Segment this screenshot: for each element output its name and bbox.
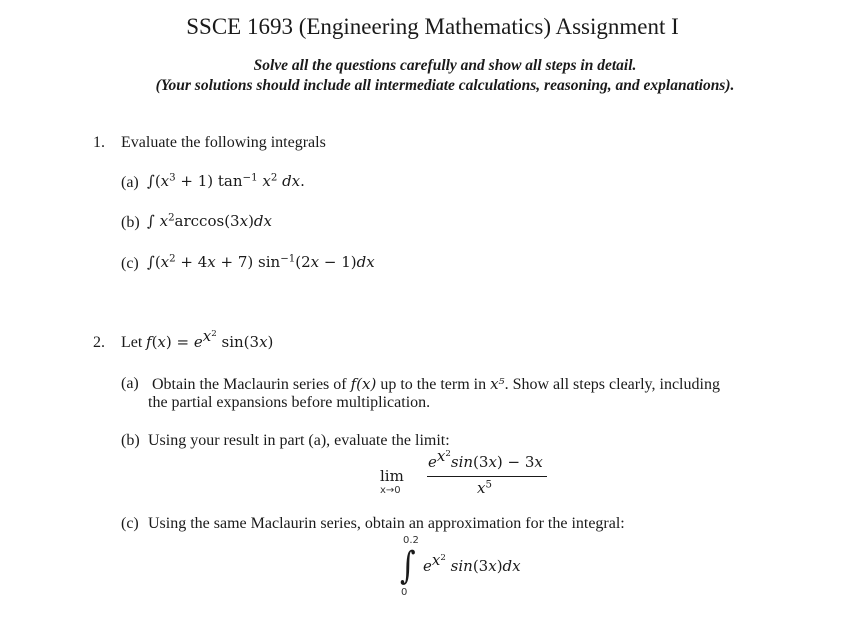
q2b-text: Using your result in part (a), evaluate the limit: [148,432,450,449]
q2a-fx: f(x) [350,375,377,393]
q2-prompt-prefix: Let [121,334,143,351]
q2c-label: (c) [121,515,139,532]
q1a-expression: $\int(x^3 + 1)$ $\tan^{-1} x^2$ dx. [147,172,305,190]
q2c-upper-limit: 0.2 [403,535,419,546]
instruction-line-1: Solve all the questions carefully and show all steps in detail. [253,57,637,74]
q2a-x5: x⁵ [490,375,505,393]
q2c-text: Using the same Maclaurin series, obtain an approximation for the integral: [148,515,625,532]
q2b-numerator: $e^{x^2}\sin(3x) - 3x$ [428,447,543,471]
q2c-integrand: $e^{x^2}$ sin(3x)dx [423,551,521,575]
q2a-label: (a) [121,375,139,392]
q2a-text-line-1: Obtain the Maclaurin series of f(x) up to the term in x⁵. Show all steps clearly, including [152,375,720,393]
q2b-label: (b) [121,432,140,449]
q1-prompt: Evaluate the following integrals [121,134,326,151]
q1b-label: (b) [121,214,140,231]
q2b-lim: lim [380,467,404,485]
q1b-expression: ∫ $x^2\arccos(3x)dx$ [147,212,272,230]
q2a-text-line-2: the partial expansions before multiplication. [148,394,431,411]
q2c-lower-limit: 0 [401,587,408,598]
integral-sign-icon: ∫ [400,544,416,588]
q2b-fraction-bar [427,476,547,477]
q2-function: $f(x) = e^{x^2}$ sin(3x) [146,327,274,351]
q2-number: 2. [93,334,105,351]
q2b-denominator: $x^5$ [477,479,492,497]
q1-number: 1. [93,134,105,151]
page-title: SSCE 1693 (Engineering Mathematics) Assignment I [186,14,679,39]
q2b-lim-subscript: x→0 [380,485,401,496]
instruction-line-2: (Your solutions should include all intermediate calculations, reasoning, and explanations). [155,77,735,94]
q1c-expression: $\int(x^2 + 4x + 7) \sin^{-1}(2x - 1)dx$ [147,253,375,271]
q1a-label: (a) [121,174,139,191]
q1c-label: (c) [121,255,139,272]
